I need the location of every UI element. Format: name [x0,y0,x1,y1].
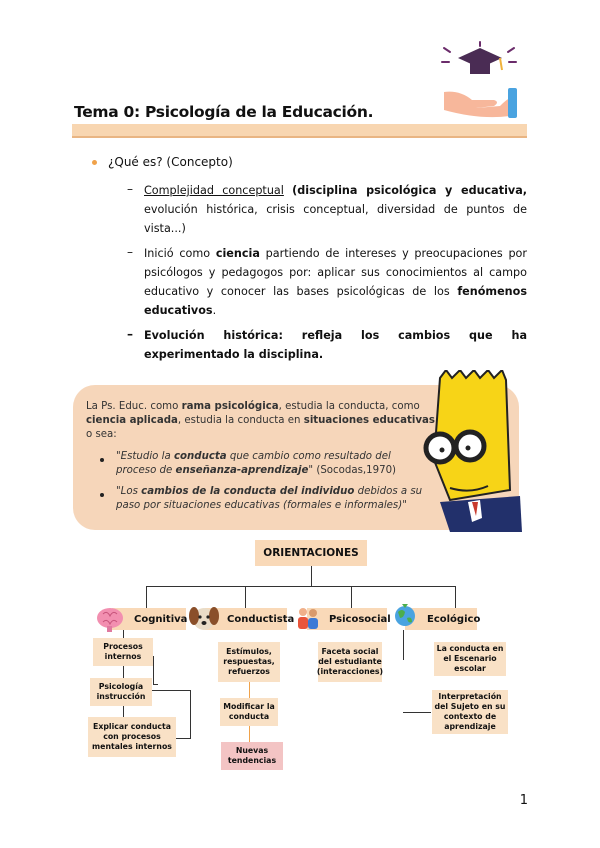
callout-text: La Ps. Educ. como rama psicológica, estudia la conducta, como ciencia aplicada, estudia la conducta en situaciones educativas o sea: [86,401,435,440]
branch-ecologico: Ecológico [405,608,477,630]
conductista-box-3: Nuevas tendencias [221,742,283,770]
concept-item-ciencia [144,244,527,320]
connector [311,566,312,586]
bold-text: (disciplina psicológica y educativa, [292,184,527,197]
underlined-term: Complejidad conceptual [144,184,284,197]
bullet-dot [92,160,97,165]
connector [190,690,191,738]
connector [245,586,246,608]
conductista-box-1: Estímulos, respuestas, refuerzos [218,642,280,682]
cognitiva-box-2: Psicología instrucción [90,678,152,706]
bold-text: ciencia [215,247,260,260]
text: Inició como [144,247,211,260]
text: . [212,304,217,317]
connector [175,738,191,739]
quote-bullet [100,493,104,497]
dash: – [127,182,133,196]
quote-1: "Estudio la conducta que cambio como resultado del proceso de enseñanza-aprendizaje" (Socodas,1970) [116,451,397,476]
orientaciones-root: ORIENTACIONES [255,540,367,566]
text: evolución histórica, crisis conceptual, diversidad de puntos de vista...) [144,203,527,235]
branch-psicosocial: Psicosocial [307,608,387,630]
bold-text: fenómenos educativos [144,285,527,317]
dog-icon [188,602,220,634]
people-icon [294,604,322,632]
page-title: Tema 0: Psicología de la Educación. [74,103,374,121]
branch-cognitiva: Cognitiva [112,608,186,630]
ecologico-box-2: Interpretación del Sujeto en su contexto de aprendizaje [432,690,508,734]
branch-conductista: Conductista [205,608,287,630]
connector [153,684,158,685]
connector [146,586,456,587]
ecologico-box-1: La conducta en el Escenario escolar [434,642,506,676]
connector [403,712,431,713]
brain-icon [95,604,125,634]
quote-2: "Los cambios de la conducta del individuo debidos a su paso por situaciones educativas (formales e informales)" [116,486,423,511]
arrow-connector [249,726,250,742]
globe-icon [392,602,418,632]
dash: – [127,245,133,259]
connector [153,656,154,684]
dash: – [127,327,133,341]
graduation-hand-logo [440,40,520,120]
conductista-box-2: Modificar la conducta [220,698,278,726]
psicosocial-box-1: Faceta social del estudiante (interacciones) [318,642,382,682]
text: partiendo de intereses y preocupaciones por psicólogos y pedagogos por: aplicar sus conocimientos al campo educativo y conocer las bases psicológicas de los [144,247,528,298]
arrow-connector [249,682,250,698]
cartoon-character-illustration [410,370,522,532]
connector [146,586,147,608]
connector [455,586,456,608]
connector [150,690,190,691]
cognitiva-box-1: Procesos internos [93,638,153,666]
connector [351,586,352,608]
concept-question: ¿Qué es? (Concepto) [108,155,233,169]
quote-bullet [100,458,104,462]
cognitiva-box-3: Explicar conducta con procesos mentales internos [88,717,176,757]
concept-item-evolucion: Evolución histórica: refleja los cambios que ha experimentado la disciplina. [144,329,527,361]
title-underline-bar [72,124,527,138]
connector [403,630,404,660]
page-number: 1 [519,793,528,808]
concept-item-complejidad [144,181,527,238]
